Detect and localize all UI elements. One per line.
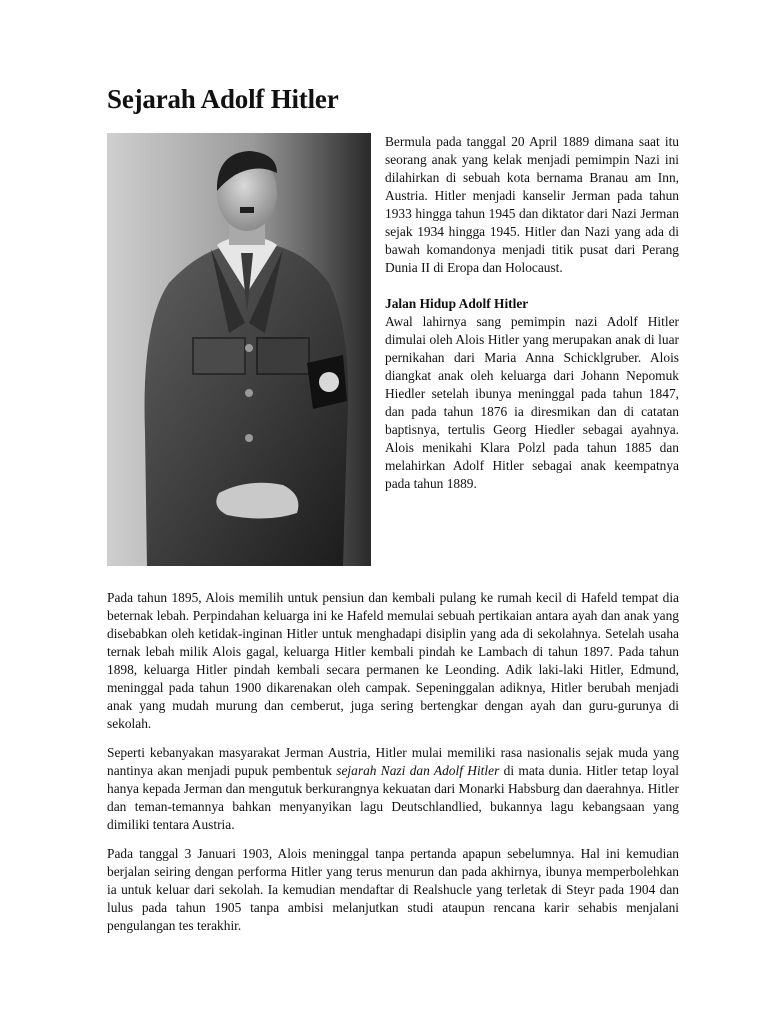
paragraph-1: Pada tahun 1895, Alois memilih untuk pensiun dan kembali pulang ke rumah kecil di Hafeld tempat dia beternak lebah. Perpindahan keluarga ini ke Hafeld memulai sebuah pertikaian antara ayah dan anak yang disebabkan oleh ketidak-inginan Hitler untuk menghadapi disiplin yang ada di sekolahnya. Setelah usaha ternak lebah milik Alois gagal, keluarga Hitler kembali pindah ke Lambach di tahun 1897. Pada tahun 1898, keluarga Hitler pindah kembali secara permanen ke Leonding. Adik laki-laki Hitler, Edmund, meninggal pada tahun 1900 dikarenakan oleh campak. Sepeninggalan adiknya, Hitler berubah menjadi anak yang mudah murung dan cemberut, juga sering bertengkar dengan ayah dan guru-gurunya di sekolah. [107,590,679,731]
page-title: Sejarah Adolf Hitler [107,84,339,114]
paragraph-2-part-a: Seperti kebanyakan masyarakat Jerman Austria, Hitler mulai memiliki rasa nasionalis sejak muda yang nantinya akan menjadi pupuk pembentuk [107,745,679,778]
portrait-photo [107,133,371,566]
intro-column [385,133,679,493]
section-paragraph: Awal lahirnya sang pemimpin nazi Adolf Hitler dimulai oleh Alois Hitler yang merupakan anak di luar pernikahan dari Maria Anna Schicklgruber. Alois diangkat anak oleh keluarga dari Johann Nepomuk Hiedler setelah ibunya meninggal pada tahun 1847, dan pada tahun 1876 ia diresmikan dan di catatan baptisnya, tertulis Georg Hiedler sebagai ayahnya. Alois menikahi Klara Polzl pada tahun 1885 dan melahirkan Adolf Hitler sebagai anak keempatnya pada tahun 1889. [385,314,679,491]
paragraph-2 [107,744,679,834]
body-text [107,589,679,946]
section-heading: Jalan Hidup Adolf Hitler [385,296,529,311]
paragraph-3: Pada tanggal 3 Januari 1903, Alois meninggal tanpa pertanda apapun sebelumnya. Hal ini kemudian berjalan seiring dengan performa Hitler yang terus menurun dan pada akhirnya, ibunya memperbolehkan ia untuk keluar dari sekolah. Ia kemudian mendaftar di Realshucle yang terletak di Steyr pada 1904 dan lulus pada tahun 1905 tanpa ambisi melanjutkan studi ataupun rencana karir sehabis menjalani pengulangan tes terakhir. [107,846,679,933]
paragraph-2-part-b: di mata dunia. Hitler tetap loyal hanya kepada Jerman dan mengutuk berkurangnya kekuatan dari Monarki Habsburg dan daerahnya. Hitler dan teman-temannya bahkan menyanyikan lagu Deutschlandlied, bukannya lagu kebangsaan yang dimiliki tentara Austria. [107,763,679,832]
intro-paragraph: Bermula pada tanggal 20 April 1889 dimana saat itu seorang anak yang kelak menjadi pemimpin Nazi ini dilahirkan di sebuah kota bernama Branau am Inn, Austria. Hitler menjadi kanselir Jerman pada tahun 1933 hingga tahun 1945 dan diktator dari Nazi Jerman sejak 1934 hingga 1945. Hitler dan Nazi yang ada di bawah komandonya menjadi titik pusat dari Perang Dunia II di Eropa dan Holocaust. [385,134,679,275]
paragraph-2-italic: sejarah Nazi dan Adolf Hitler [336,763,500,778]
